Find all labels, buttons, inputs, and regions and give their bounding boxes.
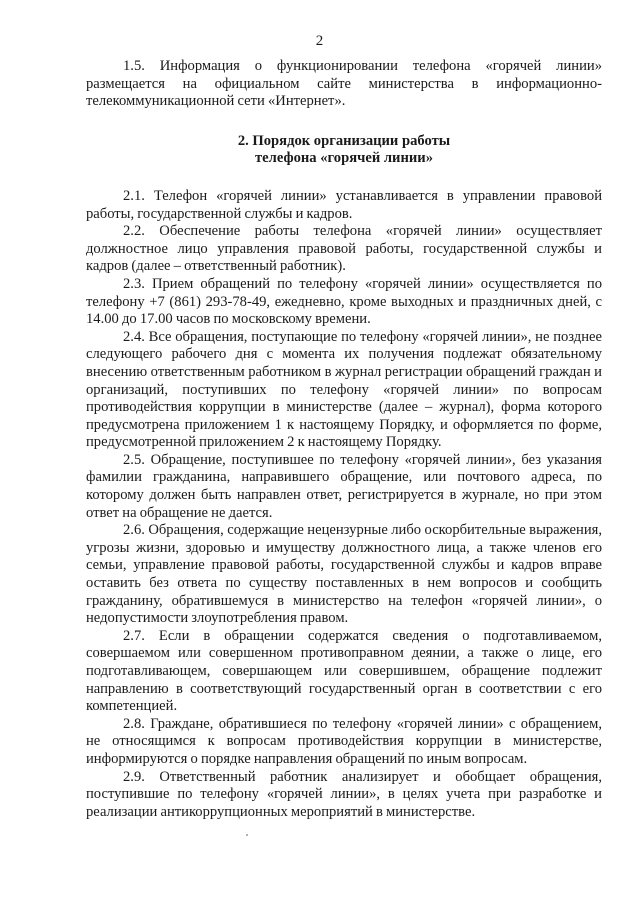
paragraph-2-2: 2.2. Обеспечение работы телефона «горячей линии» осуществляет должностное лицо управления правовой работы, государственной службы и кадров (далее – ответственный работник). — [86, 223, 602, 275]
page-number: 2 — [315, 33, 324, 49]
section-heading-line-2: телефона «горячей линии» — [255, 150, 433, 167]
paragraph-2-9: 2.9. Ответственный работник анализирует и обобщает обращения, поступившие по телефону «горячей линии», в целях учета при разработке и реализации антикоррупционных мероприятий в министерстве. — [86, 768, 602, 820]
paragraph-2-6: 2.6. Обращения, содержащие нецензурные либо оскорбительные выражения, угрозы жизни, здоровью и имуществу должностного лица, а также членов его семьи, управление правовой работы, государственной службы и кадров вправе оставить без ответа по существу поставленных в нем вопросов и сообщить гражданину, обратившемуся в министерство на телефон «горячей линии», о недопустимости злоупотребления правом. — [86, 522, 602, 627]
paragraph-2-5: 2.5. Обращение, поступившее по телефону «горячей линии», без указания фамилии гражданина, направившего обращение, или почтового адреса, по которому должен быть направлен ответ, регистрируется в журнале, но при этом ответ на обращение не дается. — [86, 451, 602, 521]
scan-speck — [246, 834, 248, 836]
paragraph-2-8: 2.8. Граждане, обратившиеся по телефону «горячей линии» с обращением, не относящимся к вопросам противодействия коррупции в министерстве, информируются о порядке направления обращений по иным вопросам. — [86, 715, 602, 767]
paragraph-2-3: 2.3. Прием обращений по телефону «горячей линии» осуществляется по телефону +7 (861) 293-78-49, ежедневно, кроме выходных и праздничных дней, с 14.00 до 17.00 часов по московскому времени. — [86, 275, 602, 328]
paragraph-2-1: 2.1. Телефон «горячей линии» устанавливается в управлении правовой работы, государственной службы и кадров. — [86, 187, 602, 222]
section-heading-line-1: 2. Порядок организации работы — [237, 132, 451, 149]
paragraph-1-5: 1.5. Информация о функционировании телефона «горячей линии» размещается на официальном сайте министерства в информационно-телекоммуникационной сети «Интернет». — [86, 58, 602, 110]
paragraph-2-4: 2.4. Все обращения, поступающие по телефону «горячей линии», не позднее следующего рабочего дня с момента их получения подлежат обязательному внесению ответственным работником в журнал регистрации обращений граждан и организаций, поступивших по телефону «горячей линии» по вопросам противодействия коррупции в министерстве (далее – журнал), форма которого предусмотрена приложением 1 к настоящему Порядку, и оформляется по форме, предусмотренной приложением 2 к настоящему Порядку. — [86, 328, 602, 451]
section-heading — [86, 133, 602, 168]
paragraph-2-7: 2.7. Если в обращении содержатся сведения о подготавливаемом, совершаемом или совершенном противоправном деянии, а также о лице, его подготавливающем, совершающем или совершившем, обращение подлежит направлению в соответствующий государственный орган в соответствии с его компетенцией. — [86, 627, 602, 715]
document-body — [86, 58, 602, 821]
